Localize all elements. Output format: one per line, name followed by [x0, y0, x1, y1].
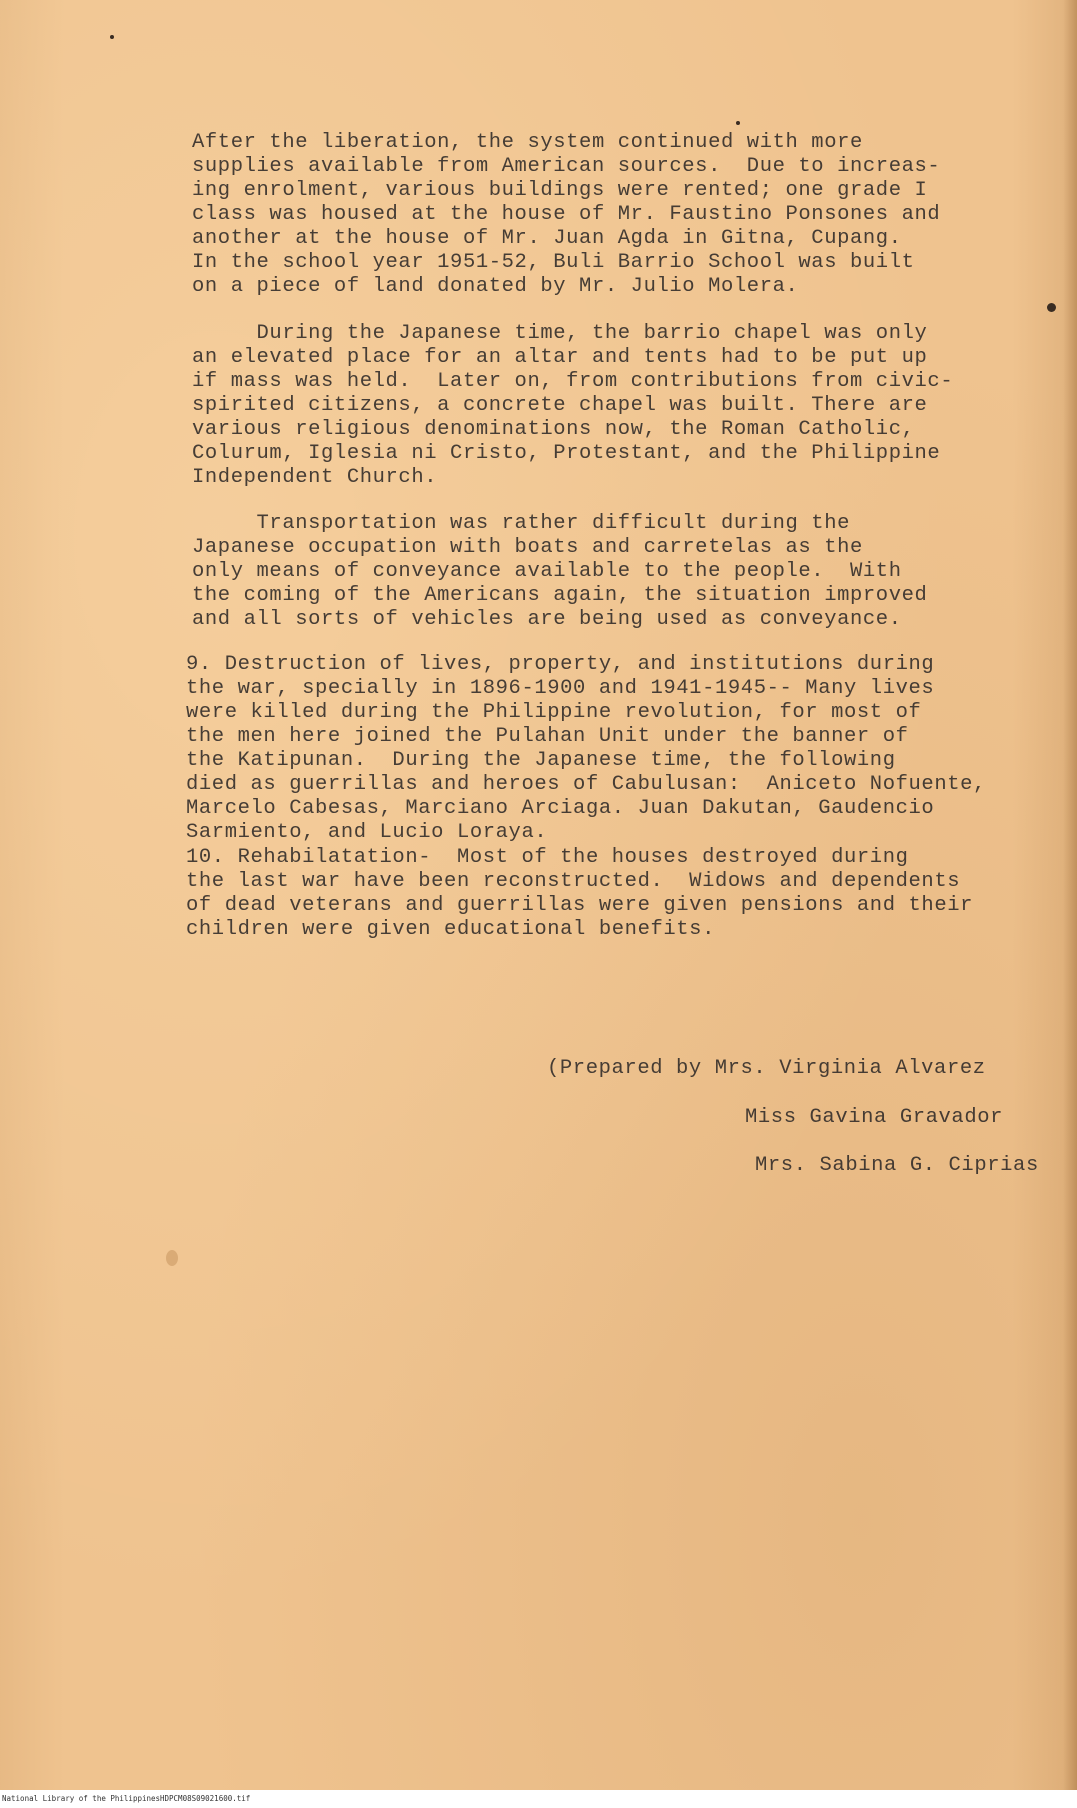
ink-speck [110, 35, 114, 39]
page-edge-shadow [1063, 0, 1077, 1790]
signatory-2: Miss Gavina Gravador [745, 1106, 1004, 1129]
signatory-3: Mrs. Sabina G. Ciprias [755, 1154, 1039, 1177]
ink-speck [736, 121, 740, 125]
item-10-rehabilitation: 10. Rehabilatation- Most of the houses destroyed during the last war have been reconstructed. Widows and dependents of dead veterans and guerrillas were given pensions and their children were given educational benefits. [186, 846, 974, 941]
footer-source: National Library of the Philippines [2, 1794, 161, 1803]
signatory-1: (Prepared by Mrs. Virginia Alvarez [547, 1057, 986, 1080]
paragraph-transportation: Transportation was rather difficult during the Japanese occupation with boats and carretelas as the only means of conveyance available to the people. With the coming of the Americans again, the situation improved and all sorts of vehicles are being used as conveyance. [192, 512, 928, 631]
paper-stain [166, 1250, 178, 1266]
paragraph-chapel: During the Japanese time, the barrio chapel was only an elevated place for an altar and tents had to be put up if mass was held. Later on, from contributions from civic- spirited citizens, a concrete chapel was built. There are various religious denominations now, the Roman Catholic, Colurum, Iglesia ni Cristo, Protestant, and the Philippine Independent Church. [192, 322, 954, 489]
item-9-destruction: 9. Destruction of lives, property, and institutions during the war, specially in 1896-1900 and 1941-1945-- Many lives were killed during the Philippine revolution, for most of the men here joined the Pulahan Unit under the banner of the Katipunan. During the Japanese time, the following died as guerrillas and heroes of Cabulusan: Aniceto Nofuente, Marcelo Cabesas, Marciano Arciaga. Juan Dakutan, Gaudencio Sarmiento, and Lucio Loraya. [186, 653, 986, 844]
scan-footer [0, 1792, 1077, 1808]
footer-filename: HDPCM08S09021600.tif [160, 1794, 251, 1803]
paragraph-liberation: After the liberation, the system continued with more supplies available from American sources. Due to increas- ing enrolment, various buildings were rented; one grade I class was housed at the house of Mr. Faustino Ponsones and another at the house of Mr. Juan Agda in Gitna, Cupang. In the school year 1951-52, Buli Barrio School was built on a piece of land donated by Mr. Julio Molera. [192, 131, 941, 298]
ink-speck [1047, 303, 1056, 312]
